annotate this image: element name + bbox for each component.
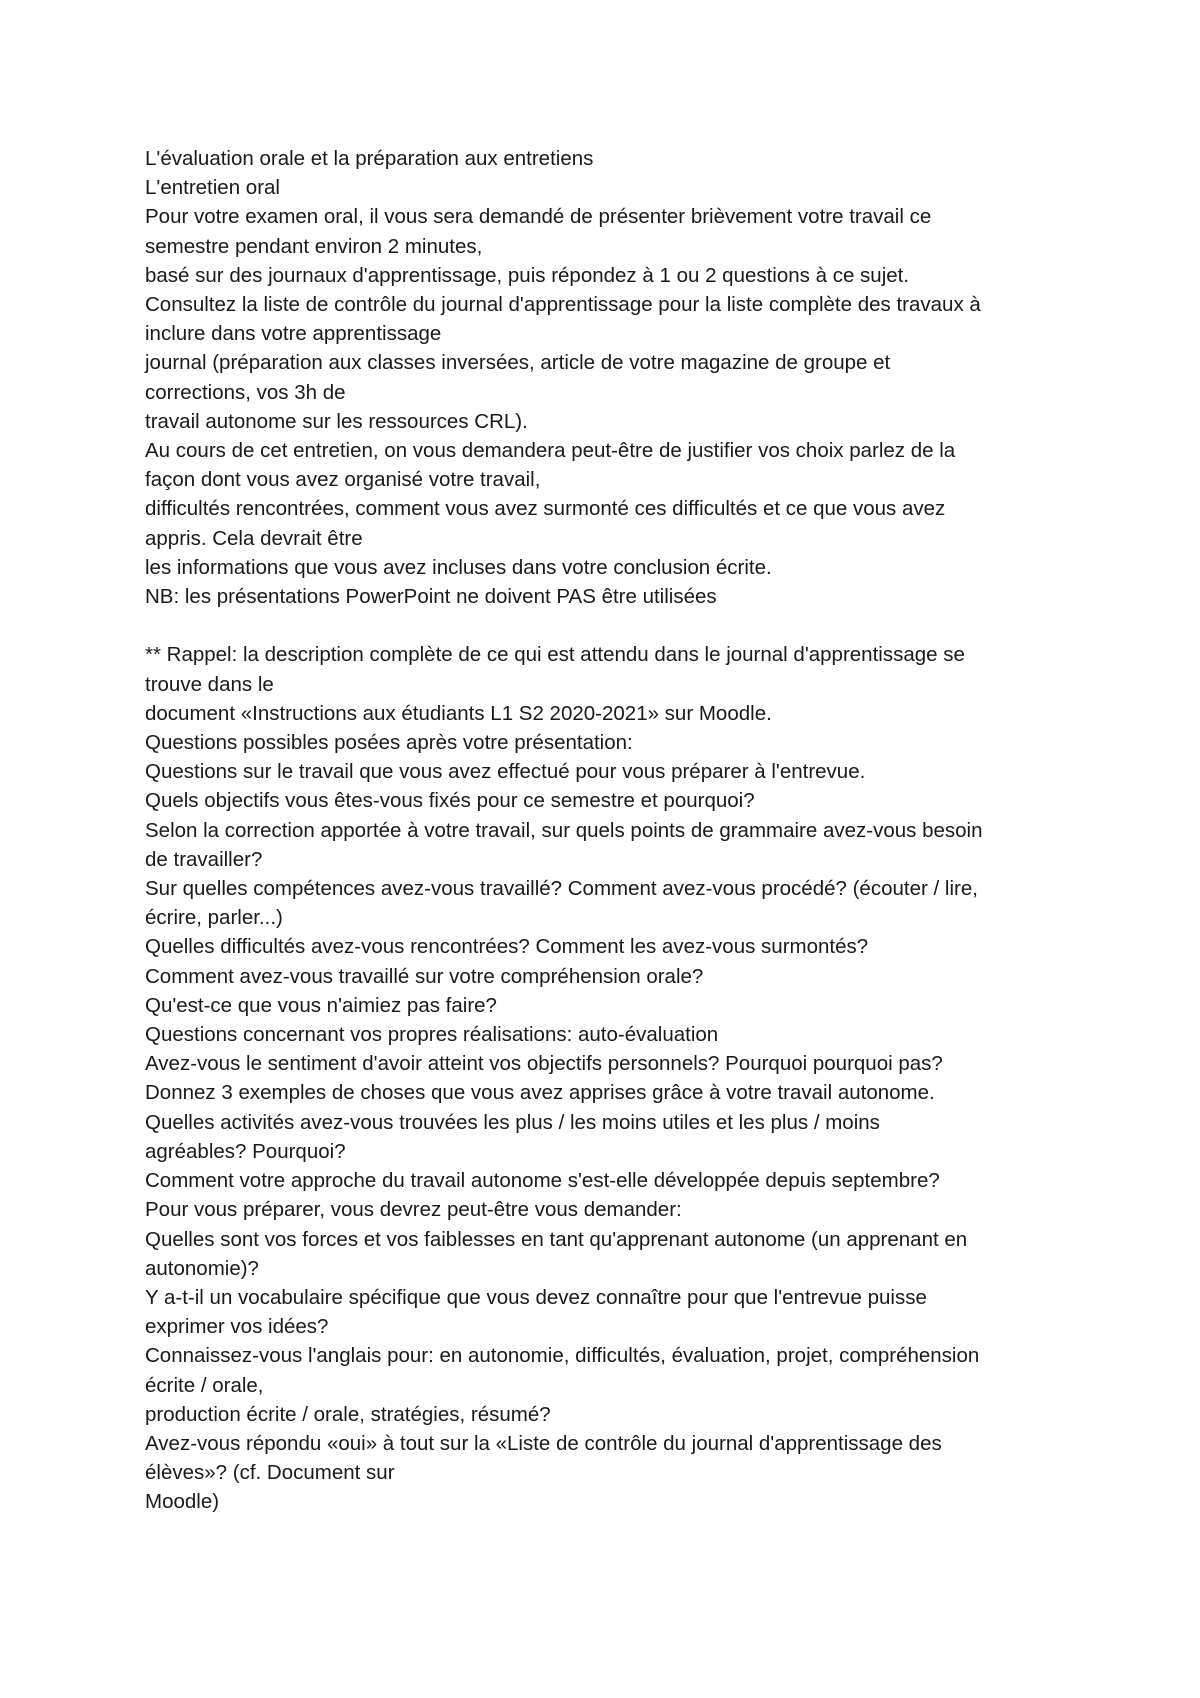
text-line: Comment votre approche du travail autonome s'est-elle développée depuis septembre? [145, 1169, 940, 1193]
text-line: Questions possibles posées après votre présentation: [145, 731, 633, 755]
text-line: trouve dans le [145, 672, 274, 696]
text-line: façon dont vous avez organisé votre travail, [145, 468, 541, 492]
text-line: Pour vous préparer, vous devrez peut-être vous demander: [145, 1198, 682, 1222]
text-line: Qu'est-ce que vous n'aimiez pas faire? [145, 993, 497, 1017]
text-line: les informations que vous avez incluses dans votre conclusion écrite. [145, 555, 772, 579]
text-line: de travailler? [145, 847, 263, 871]
text-line: basé sur des journaux d'apprentissage, puis répondez à 1 ou 2 questions à ce sujet. [145, 263, 910, 287]
text-line: Y a-t-il un vocabulaire spécifique que vous devez connaître pour que l'entrevue puisse [145, 1285, 927, 1309]
document-body [145, 144, 1085, 1517]
text-line: production écrite / orale, stratégies, résumé? [145, 1402, 551, 1426]
text-line: élèves»? (cf. Document sur [145, 1461, 395, 1485]
text-line: Avez-vous le sentiment d'avoir atteint vos objectifs personnels? Pourquoi pourquoi pas? [145, 1052, 943, 1076]
text-line: exprimer vos idées? [145, 1315, 329, 1339]
text-line: Consultez la liste de contrôle du journal d'apprentissage pour la liste complète des travaux à [145, 293, 981, 317]
text-line: Moodle) [145, 1490, 220, 1514]
doc-title: L'évaluation orale et la préparation aux entretiens [145, 147, 594, 170]
text-line: difficultés rencontrées, comment vous avez surmonté ces difficultés et ce que vous avez [145, 497, 946, 521]
text-line: Avez-vous répondu «oui» à tout sur la «Liste de contrôle du journal d'apprentissage des [145, 1431, 942, 1455]
text-line: document «Instructions aux étudiants L1 S2 2020-2021» sur Moodle. [145, 701, 772, 725]
text-line: Quelles sont vos forces et vos faiblesses en tant qu'apprenant autonome (un apprenant en [145, 1227, 968, 1251]
text-line: Sur quelles compétences avez-vous travaillé? Comment avez-vous procédé? (écouter / lire, [145, 877, 978, 901]
text-line: inclure dans votre apprentissage [145, 322, 442, 346]
blank-line [145, 611, 1085, 640]
text-line: appris. Cela devrait être [145, 526, 363, 550]
doc-subtitle: L'entretien oral [145, 176, 280, 200]
text-line: Quelles activités avez-vous trouvées les plus / les moins utiles et les plus / moins [145, 1110, 880, 1134]
text-line: Quels objectifs vous êtes-vous fixés pour ce semestre et pourquoi? [145, 789, 755, 813]
text-line: agréables? Pourquoi? [145, 1139, 346, 1163]
text-line: semestre pendant environ 2 minutes, [145, 234, 483, 258]
text-line: Connaissez-vous l'anglais pour: en autonomie, difficultés, évaluation, projet, compréhension [145, 1344, 980, 1368]
text-line: journal (préparation aux classes inversées, article de votre magazine de groupe et [145, 351, 891, 375]
text-line: NB: les présentations PowerPoint ne doivent PAS être utilisées [145, 585, 717, 609]
text-line: ** Rappel: la description complète de ce qui est attendu dans le journal d'apprentissage se [145, 643, 965, 667]
text-line: Pour votre examen oral, il vous sera demandé de présenter brièvement votre travail ce [145, 205, 932, 229]
text-line: Comment avez-vous travaillé sur votre compréhension orale? [145, 964, 704, 988]
text-line: Au cours de cet entretien, on vous demandera peut-être de justifier vos choix parlez de la [145, 439, 956, 463]
text-line: écrite / orale, [145, 1373, 264, 1397]
text-line: autonomie)? [145, 1256, 259, 1280]
text-line: Selon la correction apportée à votre travail, sur quels points de grammaire avez-vous besoin [145, 818, 983, 842]
text-line: Quelles difficultés avez-vous rencontrées? Comment les avez-vous surmontés? [145, 935, 869, 959]
text-line: Questions concernant vos propres réalisations: auto-évaluation [145, 1023, 719, 1047]
text-line: corrections, vos 3h de [145, 380, 346, 404]
text-line: travail autonome sur les ressources CRL). [145, 409, 528, 433]
text-line: écrire, parler...) [145, 906, 283, 930]
text-line: Questions sur le travail que vous avez effectué pour vous préparer à l'entrevue. [145, 760, 866, 784]
text-line: Donnez 3 exemples de choses que vous avez apprises grâce à votre travail autonome. [145, 1081, 935, 1105]
